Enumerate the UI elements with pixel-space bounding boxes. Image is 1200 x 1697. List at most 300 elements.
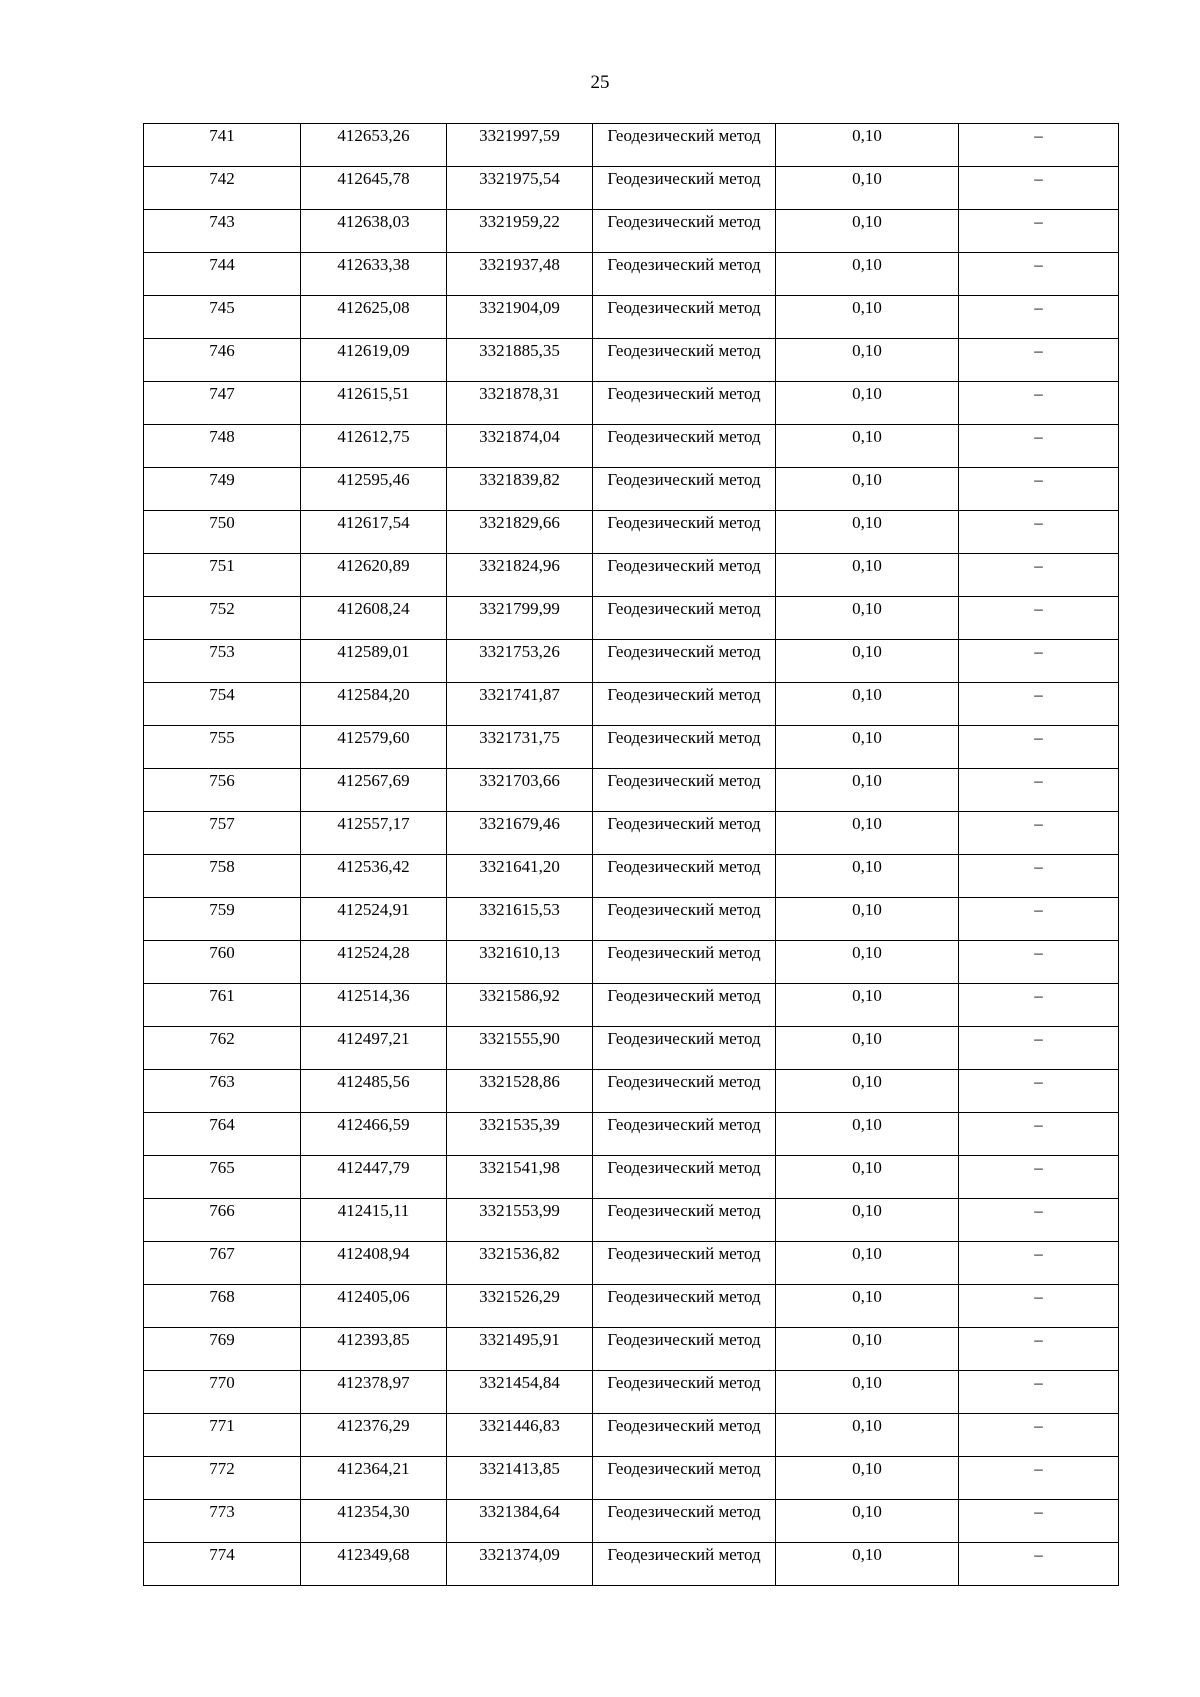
- point-number-cell: [144, 1414, 301, 1457]
- accuracy-cell: [776, 339, 959, 382]
- table-row: [144, 1371, 1119, 1414]
- method-cell: [593, 1242, 776, 1285]
- x-coordinate-cell: [301, 683, 447, 726]
- cell-text: Геодезический метод: [607, 1115, 761, 1134]
- table-row: [144, 1328, 1119, 1371]
- cell-text: Геодезический метод: [607, 900, 761, 919]
- y-coordinate-cell: [447, 1070, 593, 1113]
- cell-text: 752: [209, 599, 235, 618]
- cell-text: 412378,97: [337, 1373, 410, 1392]
- description-cell: [959, 597, 1119, 640]
- description-cell: [959, 1070, 1119, 1113]
- accuracy-cell: [776, 124, 959, 167]
- description-cell: [959, 1027, 1119, 1070]
- cell-text: 3321553,99: [479, 1201, 560, 1220]
- table-row: [144, 984, 1119, 1027]
- cell-text: Геодезический метод: [607, 513, 761, 532]
- method-cell: [593, 1414, 776, 1457]
- point-number-cell: [144, 1113, 301, 1156]
- description-cell: [959, 1371, 1119, 1414]
- point-number-cell: [144, 1371, 301, 1414]
- cell-text: 3321829,66: [479, 513, 560, 532]
- cell-text: 3321446,83: [479, 1416, 560, 1435]
- cell-text: 412524,28: [337, 943, 410, 962]
- x-coordinate-cell: [301, 1199, 447, 1242]
- description-cell: [959, 124, 1119, 167]
- cell-text: 3321413,85: [479, 1459, 560, 1478]
- accuracy-cell: [776, 1242, 959, 1285]
- point-number-cell: [144, 1328, 301, 1371]
- y-coordinate-cell: [447, 1156, 593, 1199]
- cell-text: 741: [209, 126, 235, 145]
- cell-text: 412620,89: [337, 556, 410, 575]
- cell-text: 749: [209, 470, 235, 489]
- cell-text: 3321937,48: [479, 255, 560, 274]
- accuracy-cell: [776, 1500, 959, 1543]
- point-number-cell: [144, 468, 301, 511]
- table-row: [144, 1199, 1119, 1242]
- cell-text: Геодезический метод: [607, 728, 761, 747]
- x-coordinate-cell: [301, 1414, 447, 1457]
- cell-text: 412633,38: [337, 255, 410, 274]
- method-cell: [593, 167, 776, 210]
- x-coordinate-cell: [301, 511, 447, 554]
- accuracy-cell: [776, 640, 959, 683]
- cell-text: 0,10: [852, 599, 882, 618]
- point-number-cell: [144, 210, 301, 253]
- cell-text: 3321536,82: [479, 1244, 560, 1263]
- cell-text: 759: [209, 900, 235, 919]
- point-number-cell: [144, 597, 301, 640]
- y-coordinate-cell: [447, 468, 593, 511]
- cell-text: Геодезический метод: [607, 556, 761, 575]
- accuracy-cell: [776, 1371, 959, 1414]
- accuracy-cell: [776, 984, 959, 1027]
- cell-text: Геодезический метод: [607, 1287, 761, 1306]
- x-coordinate-cell: [301, 1027, 447, 1070]
- description-cell: [959, 640, 1119, 683]
- table-row: [144, 253, 1119, 296]
- method-cell: [593, 1371, 776, 1414]
- cell-text: 3321641,20: [479, 857, 560, 876]
- point-number-cell: [144, 898, 301, 941]
- accuracy-cell: [776, 468, 959, 511]
- cell-text: 3321824,96: [479, 556, 560, 575]
- cell-text: 0,10: [852, 1545, 882, 1564]
- cell-text: Геодезический метод: [607, 212, 761, 231]
- cell-text: 412485,56: [337, 1072, 410, 1091]
- cell-text: 765: [209, 1158, 235, 1177]
- y-coordinate-cell: [447, 984, 593, 1027]
- cell-text: 412625,08: [337, 298, 410, 317]
- cell-text: 0,10: [852, 1459, 882, 1478]
- cell-text: 412497,21: [337, 1029, 410, 1048]
- cell-text: 3321878,31: [479, 384, 560, 403]
- description-cell: [959, 1285, 1119, 1328]
- cell-text: 0,10: [852, 255, 882, 274]
- cell-text: 3321535,39: [479, 1115, 560, 1134]
- cell-text: 751: [209, 556, 235, 575]
- cell-text: Геодезический метод: [607, 255, 761, 274]
- cell-text: –: [1034, 1459, 1043, 1478]
- x-coordinate-cell: [301, 1113, 447, 1156]
- cell-text: 746: [209, 341, 235, 360]
- y-coordinate-cell: [447, 296, 593, 339]
- x-coordinate-cell: [301, 812, 447, 855]
- x-coordinate-cell: [301, 1457, 447, 1500]
- point-number-cell: [144, 554, 301, 597]
- cell-text: 3321541,98: [479, 1158, 560, 1177]
- cell-text: 412376,29: [337, 1416, 410, 1435]
- cell-text: 0,10: [852, 556, 882, 575]
- y-coordinate-cell: [447, 253, 593, 296]
- description-cell: [959, 1328, 1119, 1371]
- accuracy-cell: [776, 683, 959, 726]
- cell-text: 766: [209, 1201, 235, 1220]
- point-number-cell: [144, 1285, 301, 1328]
- method-cell: [593, 124, 776, 167]
- accuracy-cell: [776, 167, 959, 210]
- cell-text: 3321610,13: [479, 943, 560, 962]
- point-number-cell: [144, 640, 301, 683]
- description-cell: [959, 984, 1119, 1027]
- method-cell: [593, 296, 776, 339]
- accuracy-cell: [776, 855, 959, 898]
- table-row: [144, 726, 1119, 769]
- cell-text: 754: [209, 685, 235, 704]
- cell-text: 0,10: [852, 1330, 882, 1349]
- cell-text: –: [1034, 1545, 1043, 1564]
- cell-text: 0,10: [852, 1201, 882, 1220]
- cell-text: –: [1034, 1029, 1043, 1048]
- cell-text: 760: [209, 943, 235, 962]
- point-number-cell: [144, 167, 301, 210]
- cell-text: –: [1034, 556, 1043, 575]
- cell-text: –: [1034, 513, 1043, 532]
- point-number-cell: [144, 1156, 301, 1199]
- method-cell: [593, 941, 776, 984]
- cell-text: 412466,59: [337, 1115, 410, 1134]
- cell-text: –: [1034, 900, 1043, 919]
- cell-text: –: [1034, 1287, 1043, 1306]
- x-coordinate-cell: [301, 124, 447, 167]
- cell-text: 3321997,59: [479, 126, 560, 145]
- accuracy-cell: [776, 726, 959, 769]
- cell-text: 3321555,90: [479, 1029, 560, 1048]
- cell-text: 772: [209, 1459, 235, 1478]
- cell-text: 412447,79: [337, 1158, 410, 1177]
- description-cell: [959, 554, 1119, 597]
- cell-text: 769: [209, 1330, 235, 1349]
- point-number-cell: [144, 1242, 301, 1285]
- description-cell: [959, 1199, 1119, 1242]
- cell-text: Геодезический метод: [607, 986, 761, 1005]
- y-coordinate-cell: [447, 855, 593, 898]
- cell-text: 764: [209, 1115, 235, 1134]
- cell-text: –: [1034, 470, 1043, 489]
- cell-text: –: [1034, 255, 1043, 274]
- cell-text: Геодезический метод: [607, 1545, 761, 1564]
- accuracy-cell: [776, 210, 959, 253]
- y-coordinate-cell: [447, 597, 593, 640]
- y-coordinate-cell: [447, 726, 593, 769]
- cell-text: 412579,60: [337, 728, 410, 747]
- method-cell: [593, 1113, 776, 1156]
- point-number-cell: [144, 1457, 301, 1500]
- point-number-cell: [144, 425, 301, 468]
- cell-text: Геодезический метод: [607, 1158, 761, 1177]
- table-row: [144, 167, 1119, 210]
- accuracy-cell: [776, 597, 959, 640]
- description-cell: [959, 511, 1119, 554]
- cell-text: –: [1034, 126, 1043, 145]
- method-cell: [593, 683, 776, 726]
- cell-text: 412536,42: [337, 857, 410, 876]
- y-coordinate-cell: [447, 124, 593, 167]
- cell-text: 412354,30: [337, 1502, 410, 1521]
- table-row: [144, 812, 1119, 855]
- cell-text: –: [1034, 728, 1043, 747]
- point-number-cell: [144, 124, 301, 167]
- cell-text: 744: [209, 255, 235, 274]
- cell-text: –: [1034, 1502, 1043, 1521]
- cell-text: 3321586,92: [479, 986, 560, 1005]
- description-cell: [959, 855, 1119, 898]
- cell-text: 412364,21: [337, 1459, 410, 1478]
- cell-text: 0,10: [852, 341, 882, 360]
- cell-text: 0,10: [852, 384, 882, 403]
- cell-text: 763: [209, 1072, 235, 1091]
- cell-text: 0,10: [852, 126, 882, 145]
- point-number-cell: [144, 382, 301, 425]
- cell-text: 0,10: [852, 298, 882, 317]
- table-row: [144, 1113, 1119, 1156]
- cell-text: 3321731,75: [479, 728, 560, 747]
- cell-text: 742: [209, 169, 235, 188]
- cell-text: 0,10: [852, 642, 882, 661]
- cell-text: 0,10: [852, 1416, 882, 1435]
- cell-text: –: [1034, 599, 1043, 618]
- x-coordinate-cell: [301, 898, 447, 941]
- cell-text: 0,10: [852, 1072, 882, 1091]
- x-coordinate-cell: [301, 167, 447, 210]
- accuracy-cell: [776, 941, 959, 984]
- method-cell: [593, 1199, 776, 1242]
- x-coordinate-cell: [301, 1070, 447, 1113]
- cell-text: 412567,69: [337, 771, 410, 790]
- coordinates-table-body: [144, 124, 1119, 1586]
- accuracy-cell: [776, 296, 959, 339]
- cell-text: –: [1034, 1244, 1043, 1263]
- accuracy-cell: [776, 1285, 959, 1328]
- cell-text: Геодезический метод: [607, 1502, 761, 1521]
- point-number-cell: [144, 511, 301, 554]
- y-coordinate-cell: [447, 554, 593, 597]
- method-cell: [593, 597, 776, 640]
- cell-text: 412638,03: [337, 212, 410, 231]
- cell-text: 0,10: [852, 685, 882, 704]
- table-row: [144, 941, 1119, 984]
- cell-text: 3321384,64: [479, 1502, 560, 1521]
- cell-text: –: [1034, 212, 1043, 231]
- accuracy-cell: [776, 1113, 959, 1156]
- x-coordinate-cell: [301, 253, 447, 296]
- cell-text: 0,10: [852, 943, 882, 962]
- point-number-cell: [144, 1500, 301, 1543]
- cell-text: –: [1034, 814, 1043, 833]
- cell-text: 3321839,82: [479, 470, 560, 489]
- cell-text: 3321885,35: [479, 341, 560, 360]
- table-row: [144, 1070, 1119, 1113]
- accuracy-cell: [776, 812, 959, 855]
- method-cell: [593, 382, 776, 425]
- cell-text: 3321679,46: [479, 814, 560, 833]
- y-coordinate-cell: [447, 1500, 593, 1543]
- cell-text: –: [1034, 1416, 1043, 1435]
- cell-text: 3321615,53: [479, 900, 560, 919]
- cell-text: 412393,85: [337, 1330, 410, 1349]
- x-coordinate-cell: [301, 1543, 447, 1586]
- x-coordinate-cell: [301, 554, 447, 597]
- table-row: [144, 210, 1119, 253]
- cell-text: Геодезический метод: [607, 1072, 761, 1091]
- cell-text: Геодезический метод: [607, 1244, 761, 1263]
- cell-text: 0,10: [852, 1115, 882, 1134]
- cell-text: 412415,11: [337, 1201, 410, 1220]
- cell-text: 412612,75: [337, 427, 410, 446]
- cell-text: 412645,78: [337, 169, 410, 188]
- point-number-cell: [144, 1543, 301, 1586]
- method-cell: [593, 468, 776, 511]
- method-cell: [593, 812, 776, 855]
- table-row: [144, 468, 1119, 511]
- cell-text: 3321495,91: [479, 1330, 560, 1349]
- cell-text: Геодезический метод: [607, 857, 761, 876]
- accuracy-cell: [776, 253, 959, 296]
- x-coordinate-cell: [301, 1500, 447, 1543]
- cell-text: 0,10: [852, 814, 882, 833]
- cell-text: 774: [209, 1545, 235, 1564]
- accuracy-cell: [776, 1543, 959, 1586]
- x-coordinate-cell: [301, 1156, 447, 1199]
- cell-text: Геодезический метод: [607, 1201, 761, 1220]
- cell-text: Геодезический метод: [607, 599, 761, 618]
- y-coordinate-cell: [447, 941, 593, 984]
- method-cell: [593, 425, 776, 468]
- point-number-cell: [144, 683, 301, 726]
- y-coordinate-cell: [447, 640, 593, 683]
- description-cell: [959, 296, 1119, 339]
- method-cell: [593, 640, 776, 683]
- cell-text: 750: [209, 513, 235, 532]
- cell-text: 0,10: [852, 470, 882, 489]
- method-cell: [593, 1156, 776, 1199]
- y-coordinate-cell: [447, 1457, 593, 1500]
- y-coordinate-cell: [447, 1242, 593, 1285]
- method-cell: [593, 1285, 776, 1328]
- x-coordinate-cell: [301, 296, 447, 339]
- cell-text: –: [1034, 1373, 1043, 1392]
- accuracy-cell: [776, 1027, 959, 1070]
- table-row: [144, 769, 1119, 812]
- table-row: [144, 511, 1119, 554]
- cell-text: 0,10: [852, 513, 882, 532]
- cell-text: 0,10: [852, 1029, 882, 1048]
- point-number-cell: [144, 769, 301, 812]
- page-number: 25: [590, 72, 610, 93]
- point-number-cell: [144, 855, 301, 898]
- cell-text: 412408,94: [337, 1244, 410, 1263]
- cell-text: 767: [209, 1244, 235, 1263]
- method-cell: [593, 769, 776, 812]
- cell-text: Геодезический метод: [607, 771, 761, 790]
- description-cell: [959, 726, 1119, 769]
- accuracy-cell: [776, 1457, 959, 1500]
- description-cell: [959, 769, 1119, 812]
- cell-text: 412524,91: [337, 900, 410, 919]
- cell-text: 412584,20: [337, 685, 410, 704]
- cell-text: –: [1034, 986, 1043, 1005]
- cell-text: Геодезический метод: [607, 341, 761, 360]
- cell-text: 0,10: [852, 1158, 882, 1177]
- cell-text: 771: [209, 1416, 235, 1435]
- x-coordinate-cell: [301, 855, 447, 898]
- cell-text: –: [1034, 857, 1043, 876]
- cell-text: 412514,36: [337, 986, 410, 1005]
- cell-text: 412615,51: [337, 384, 410, 403]
- method-cell: [593, 1027, 776, 1070]
- x-coordinate-cell: [301, 1285, 447, 1328]
- cell-text: –: [1034, 1072, 1043, 1091]
- table-row: [144, 1414, 1119, 1457]
- table-row: [144, 1500, 1119, 1543]
- table-row: [144, 339, 1119, 382]
- cell-text: 412405,06: [337, 1287, 410, 1306]
- method-cell: [593, 554, 776, 597]
- cell-text: 770: [209, 1373, 235, 1392]
- cell-text: Геодезический метод: [607, 384, 761, 403]
- cell-text: –: [1034, 642, 1043, 661]
- cell-text: –: [1034, 1201, 1043, 1220]
- method-cell: [593, 511, 776, 554]
- cell-text: 412589,01: [337, 642, 410, 661]
- description-cell: [959, 1113, 1119, 1156]
- method-cell: [593, 984, 776, 1027]
- cell-text: 3321526,29: [479, 1287, 560, 1306]
- description-cell: [959, 253, 1119, 296]
- cell-text: 0,10: [852, 212, 882, 231]
- table-row: [144, 554, 1119, 597]
- point-number-cell: [144, 984, 301, 1027]
- cell-text: –: [1034, 943, 1043, 962]
- y-coordinate-cell: [447, 339, 593, 382]
- x-coordinate-cell: [301, 1371, 447, 1414]
- cell-text: 0,10: [852, 427, 882, 446]
- table-row: [144, 124, 1119, 167]
- table-row: [144, 425, 1119, 468]
- y-coordinate-cell: [447, 210, 593, 253]
- cell-text: 761: [209, 986, 235, 1005]
- table-row: [144, 898, 1119, 941]
- description-cell: [959, 339, 1119, 382]
- cell-text: 3321454,84: [479, 1373, 560, 1392]
- cell-text: Геодезический метод: [607, 943, 761, 962]
- cell-text: Геодезический метод: [607, 1373, 761, 1392]
- cell-text: Геодезический метод: [607, 1416, 761, 1435]
- y-coordinate-cell: [447, 812, 593, 855]
- method-cell: [593, 1328, 776, 1371]
- y-coordinate-cell: [447, 898, 593, 941]
